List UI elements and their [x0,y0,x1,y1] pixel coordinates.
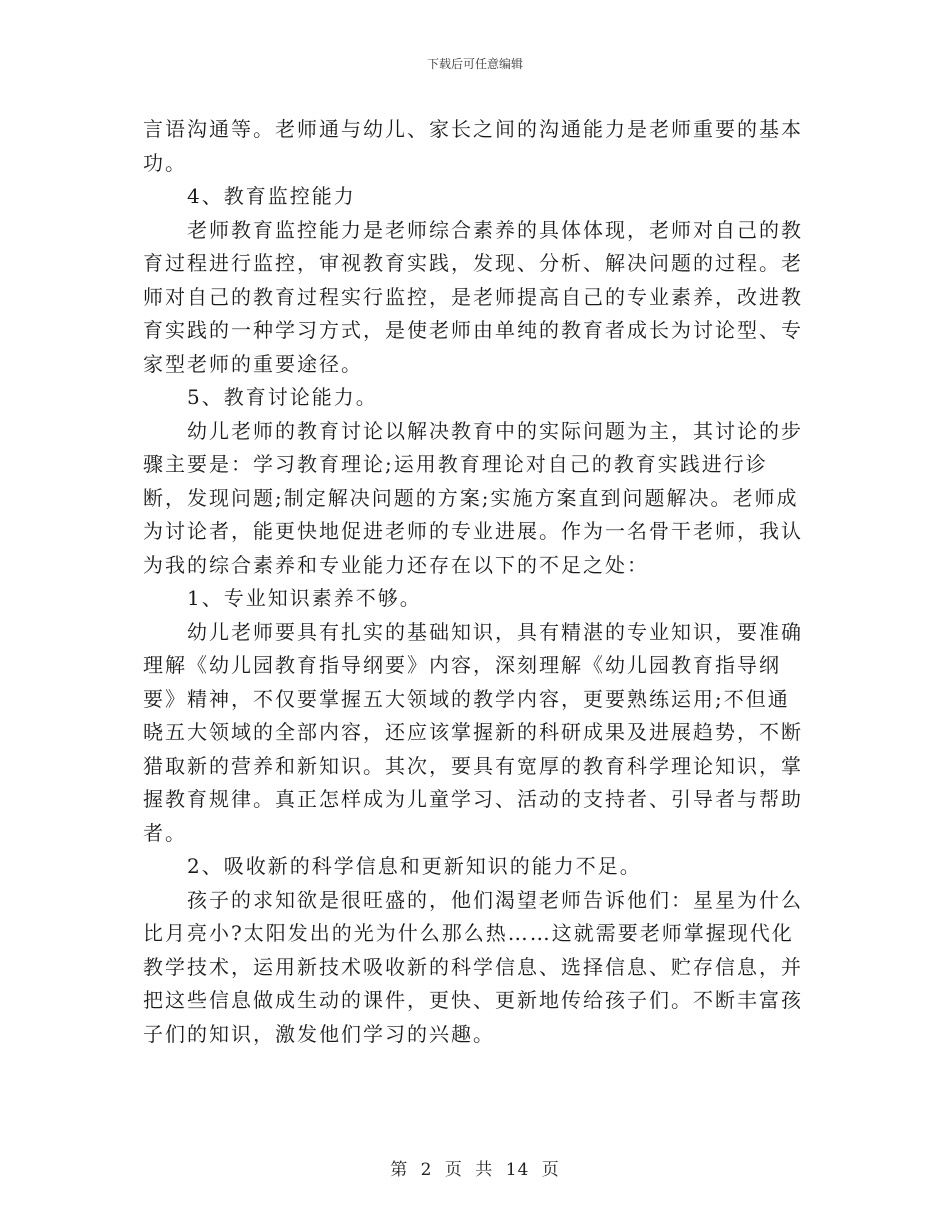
paragraph: 幼儿老师要具有扎实的基础知识，具有精湛的专业知识，要准确理解《幼儿园教育指导纲要》内容，深刻理解《幼儿园教育指导纲要》精神，不仅要掌握五大领域的教学内容，更要熟练运用;不但通晓五大领域的全部内容，还应该掌握新的科研成果及进展趋势，不断猎取新的营养和新知识。其次，要具有宽厚的教育科学理论知识，掌握教育规律。真正怎样成为儿童学习、活动的支持者、引导者与帮助者。 [143,619,803,845]
document-body [143,113,808,1051]
section-heading: 2、吸收新的科学信息和更新知识的能力不足。 [187,854,642,878]
paragraph: 孩子的求知欲是很旺盛的，他们渴望老师告诉他们：星星为什么比月亮小?太阳发出的光为什么那么热……这就需要老师掌握现代化教学技术，运用新技术吸收新的科学信息、选择信息、贮存信息，并把这些信息做成生动的课件，更快、更新地传给孩子们。不断丰富孩子们的知识，激发他们学习的兴趣。 [143,887,803,1046]
paragraph: 言语沟通等。老师通与幼儿、家长之间的沟通能力是老师重要的基本功。 [143,117,803,175]
page-footer: 第 2 页 共 14 页 [390,1160,560,1180]
section-heading: 1、专业知识素养不够。 [187,586,422,610]
section-heading: 5、教育讨论能力。 [187,385,378,409]
section-heading: 4、教育监控能力 [187,184,356,208]
paragraph: 老师教育监控能力是老师综合素养的具体体现，老师对自己的教育过程进行监控，审视教育实践，发现、分析、解决问题的过程。老师对自己的教育过程实行监控，是老师提高自己的专业素养，改进教育实践的一种学习方式，是使老师由单纯的教育者成长为讨论型、专家型老师的重要途径。 [143,217,803,376]
page-header: 下载后可任意编辑 [426,57,523,71]
paragraph: 幼儿老师的教育讨论以解决教育中的实际问题为主，其讨论的步骤主要是：学习教育理论;运用教育理论对自己的教育实践进行诊断，发现问题;制定解决问题的方案;实施方案直到问题解决。老师成为讨论者，能更快地促进老师的专业进展。作为一名骨干老师，我认为我的综合素养和专业能力还存在以下的不足之处： [143,418,803,577]
